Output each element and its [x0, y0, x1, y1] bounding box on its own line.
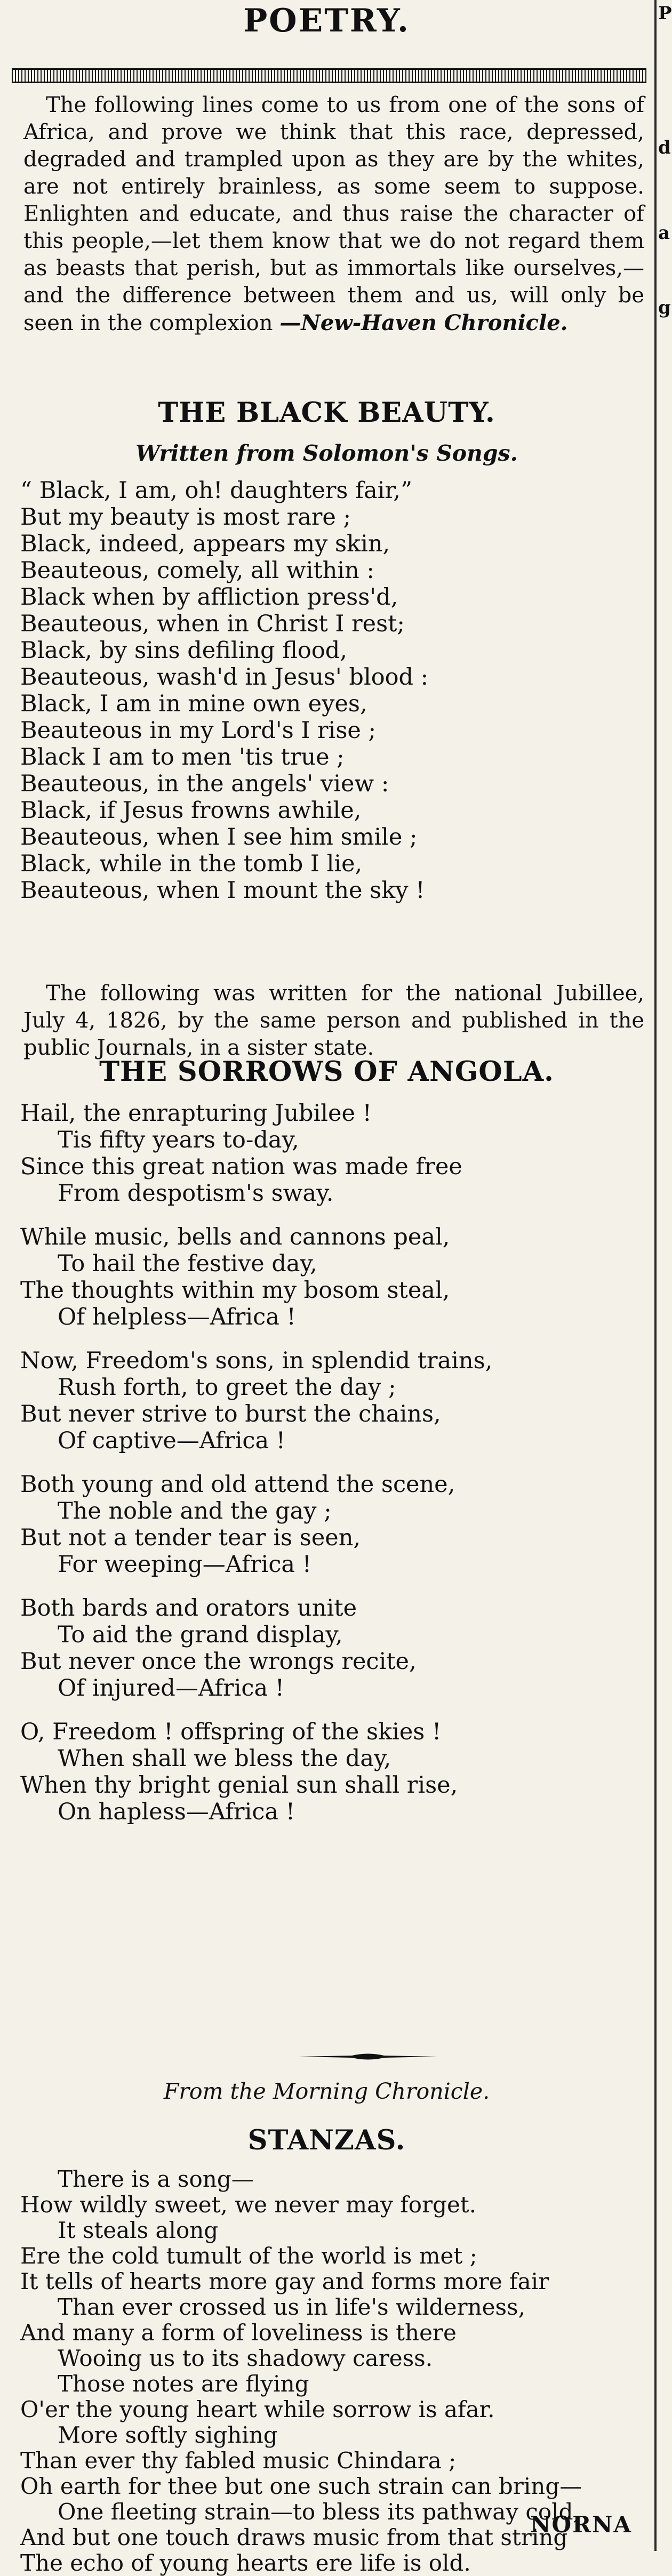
stanza — [20, 1347, 650, 1454]
masthead: POETRY. — [243, 2, 410, 39]
intro-body: The following lines come to us from one of the sons of Africa, and prove we think that this race, depressed, degraded and trampled upon as they are by the whites, are not entirely brainless, as some seem to suppose. Enlighten and educate, and thus raise the character of this people,—let them know that we do not regard them as beasts that perish, but as immortals like ourselves,—and the difference between them and us, will only be seen in the complexion — [23, 93, 644, 335]
stanzas-source: From the Morning Chronicle. — [163, 2079, 490, 2104]
poem-line: Both bards and orators unite — [20, 1595, 357, 1622]
poem-line: Black I am to men 'tis true ; — [20, 744, 345, 771]
poem-line: Black, if Jesus frowns awhile, — [20, 797, 362, 824]
poem-line: Beauteous, in the angels' view : — [20, 771, 389, 797]
poem-line: Beauteous, wash'd in Jesus' blood : — [20, 664, 429, 691]
poem-line: O, Freedom ! offspring of the skies ! — [20, 1719, 442, 1745]
stanza — [20, 1224, 650, 1330]
poem-line: But never strive to burst the chains, — [20, 1401, 441, 1427]
poem-line: Of helpless—Africa ! — [58, 1304, 296, 1330]
poem-line: Black, by sins defiling flood, — [20, 637, 347, 664]
poem-line: Beauteous, when I see him smile ; — [20, 824, 418, 850]
poem-line: Of injured—Africa ! — [58, 1675, 285, 1702]
poem-line: For weeping—Africa ! — [58, 1551, 311, 1578]
black-beauty-title: THE BLACK BEAUTY. — [158, 397, 495, 429]
poem-line: Rush forth, to greet the day ; — [58, 1374, 396, 1401]
poem-line: “ Black, I am, oh! daughters fair,” — [20, 477, 412, 504]
intro-attribution: —New-Haven Chronicle. — [279, 310, 568, 335]
poem-line: Wooing us to its shadowy caress. — [58, 2345, 433, 2371]
poem-line: To hail the festive day, — [58, 1250, 317, 1277]
black-beauty-subtitle: Written from Solomon's Songs. — [135, 440, 518, 466]
poem-line: Now, Freedom's sons, in splendid trains, — [20, 1347, 493, 1374]
poem-line: Than ever crossed us in life's wilderness, — [58, 2294, 525, 2320]
ornament-rule — [299, 2052, 437, 2061]
poem-line: Black when by affliction press'd, — [20, 584, 398, 611]
poem-line: When thy bright genial sun shall rise, — [20, 1772, 458, 1799]
poem-line: To aid the grand display, — [58, 1622, 343, 1648]
poem-line: Beauteous, when I mount the sky ! — [20, 877, 425, 904]
poem-line: Of captive—Africa ! — [58, 1427, 286, 1454]
poem-line: But never once the wrongs recite, — [20, 1648, 417, 1675]
poem-line: There is a song— — [58, 2166, 254, 2192]
poem-line: On hapless—Africa ! — [58, 1799, 295, 1825]
poem-line: One fleeting strain—to bless its pathway cold, — [58, 2499, 580, 2525]
poem-line: Beauteous, when in Christ I rest; — [20, 611, 405, 637]
poem-line: It tells of hearts more gay and forms more fair — [20, 2268, 549, 2294]
poem-line: Those notes are flying — [58, 2371, 309, 2397]
poem-line: From despotism's sway. — [58, 1180, 334, 1207]
poem-line: O'er the young heart while sorrow is afar. — [20, 2396, 495, 2422]
poem-line: But my beauty is most rare ; — [20, 504, 351, 531]
poem-line: Ere the cold tumult of the world is met ; — [20, 2243, 477, 2269]
poem-line: And but one touch draws music from that string — [20, 2524, 568, 2550]
stanza — [20, 1719, 650, 1825]
stanza — [20, 1100, 650, 1207]
column-rule — [654, 0, 657, 2551]
poem-line: Tis fifty years to-day, — [58, 1127, 299, 1153]
poem-line: And many a form of loveliness is there — [20, 2320, 457, 2346]
poem-line: More softly sighing — [58, 2422, 278, 2448]
poem-line: Beauteous, comely, all within : — [20, 557, 374, 584]
poem-line: It steals along — [58, 2217, 219, 2243]
margin-glyph: a — [658, 222, 670, 244]
stanzas-title: STANZAS. — [247, 2124, 406, 2156]
poem-line: Since this great nation was made free — [20, 1153, 462, 1180]
hatched-rule — [12, 68, 646, 83]
intro-paragraph — [23, 92, 644, 337]
black-beauty-poem — [20, 477, 650, 904]
poem-line: The echo of young hearts ere life is old. — [20, 2550, 471, 2576]
jubilee-note: The following was written for the national Jubillee, July 4, 1826, by the same person and published in the public Journals, in a sister state. — [23, 981, 644, 1060]
stanza — [20, 1595, 650, 1702]
poem-line: Hail, the enrapturing Jubilee ! — [20, 1100, 372, 1127]
poem-line: While music, bells and cannons peal, — [20, 1224, 450, 1250]
poem-line: When shall we bless the day, — [58, 1745, 391, 1772]
angola-poem — [20, 1100, 650, 1842]
poem-line: Black, indeed, appears my skin, — [20, 531, 390, 557]
poem-line: Black, while in the tomb I lie, — [20, 850, 363, 877]
poem-line: Oh earth for thee but one such strain can bring— — [20, 2473, 582, 2499]
poem-line: The noble and the gay ; — [58, 1498, 332, 1524]
poem-line: The thoughts within my bosom steal, — [20, 1277, 450, 1304]
margin-glyph: d — [658, 137, 671, 158]
poem-line: How wildly sweet, we never may forget. — [20, 2192, 477, 2218]
poem-line: Than ever thy fabled music Chindara ; — [20, 2447, 457, 2474]
margin-glyph: P — [658, 3, 672, 24]
poem-line: Both young and old attend the scene, — [20, 1471, 455, 1498]
column-gutter — [653, 0, 672, 2551]
poem-line: Black, I am in mine own eyes, — [20, 691, 367, 717]
poem-line: Beauteous in my Lord's I rise ; — [20, 717, 376, 744]
margin-glyph: g — [658, 297, 671, 318]
stanza — [20, 1471, 650, 1578]
poem-line: But not a tender tear is seen, — [20, 1524, 361, 1551]
angola-title: THE SORROWS OF ANGOLA. — [99, 1056, 554, 1088]
signature: NORNA — [530, 2511, 632, 2538]
